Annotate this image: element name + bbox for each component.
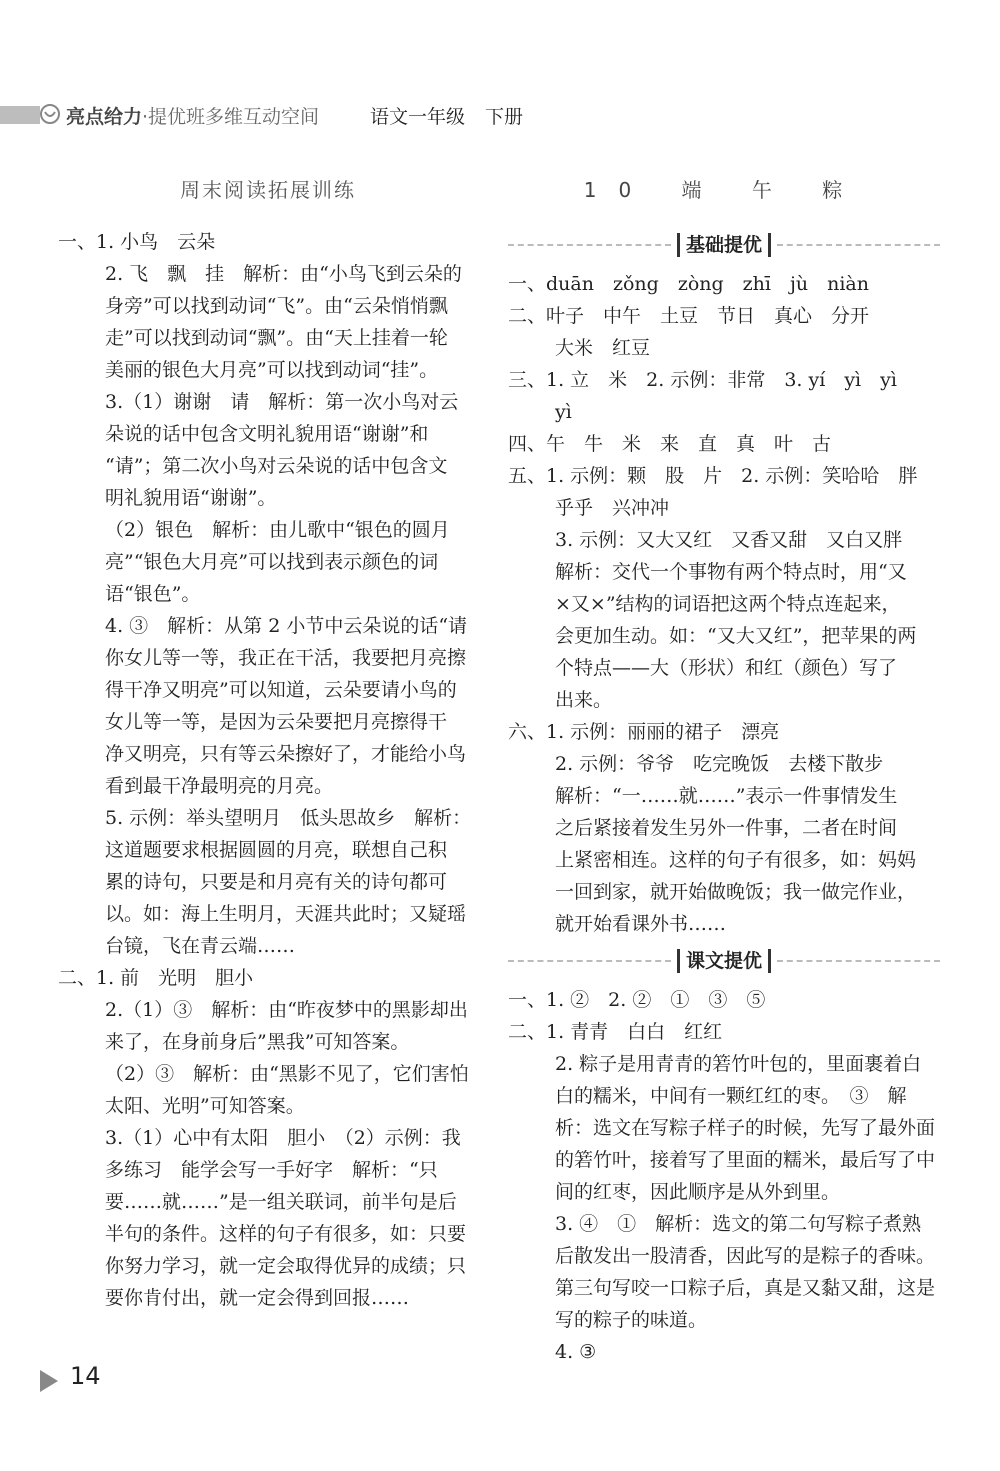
answer-line: 个特点——大（形状）和红（颜色）写了 — [555, 657, 898, 679]
answer-line: 一、duān zǒng zòng zhī jù niàn — [508, 273, 869, 295]
answer-line: 2. 飞 飘 挂 解析：由“小鸟飞到云朵的 — [105, 263, 462, 285]
answer-line: 多练习 能学会写一手好字 解析：“只 — [105, 1159, 438, 1181]
answer-line: 走”可以找到动词“飘”。由“天上挂着一轮 — [105, 327, 448, 349]
logo-icon — [38, 102, 62, 126]
page-arrow-icon — [40, 1370, 58, 1392]
answer-line: yì — [555, 401, 572, 423]
section-header-basic — [508, 226, 940, 264]
answer-line: 得干净又明亮”可以知道，云朵要请小鸟的 — [105, 679, 457, 701]
answer-line: 后散发出一股清香，因此写的是粽子的香味。 — [555, 1245, 936, 1267]
answer-line: 2. 示例：爷爷 吃完晚饭 去楼下散步 — [555, 753, 884, 775]
section-header-text — [508, 942, 940, 980]
divider — [508, 960, 671, 962]
brand-name: 亮点给力 — [66, 106, 143, 128]
answer-line: 出来。 — [555, 689, 613, 711]
answer-line: 二、叶子 中午 土豆 节日 真心 分开 — [508, 305, 870, 327]
divider — [777, 960, 940, 962]
page-header — [0, 100, 600, 132]
left-column — [58, 170, 478, 1314]
answer-line: 半句的条件。这样的句子有很多，如：只要 — [105, 1223, 467, 1245]
answer-line: 乎乎 兴冲冲 — [555, 497, 670, 519]
answer-line: 明礼貌用语“谢谢”。 — [105, 487, 277, 509]
answer-line: 4. ③ 解析：从第 2 小节中云朵说的话“请 — [105, 615, 468, 637]
page-number: 14 — [70, 1362, 101, 1390]
answer-line: “请”；第二次小鸟对云朵说的话中包含文 — [105, 455, 448, 477]
answer-line: 四、午 牛 米 来 直 真 叶 古 — [508, 433, 832, 455]
answer-line: 要你肯付出，就一定会得到回报…… — [105, 1287, 410, 1309]
answer-line: 二、1. 青青 白白 红红 — [508, 1021, 723, 1043]
basic-answer-list — [508, 268, 940, 940]
answer-line: 美丽的银色大月亮”可以找到动词“挂”。 — [105, 359, 439, 381]
answer-line: 白的糯米，中间有一颗红红的枣。 ③ 解 — [555, 1085, 907, 1107]
answer-line: 的箬竹叶，接着写了里面的糯米，最后写了中 — [555, 1149, 936, 1171]
answer-line: 5. 示例：举头望明月 低头思故乡 解析： — [105, 807, 472, 829]
answer-line: 看到最干净最明亮的月亮。 — [105, 775, 334, 797]
answer-line: 3.（1）谢谢 请 解析：第一次小鸟对云 — [105, 391, 459, 413]
answer-line: 太阳、光明”可知答案。 — [105, 1095, 305, 1117]
right-column-title: 10 端 午 粽 — [583, 178, 865, 202]
left-column-title: 周末阅读拓展训练 — [180, 178, 356, 202]
answer-line: 来了，在身前身后”黑我”可知答案。 — [105, 1031, 410, 1053]
answer-line: 要……就……”是一组关联词，前半句是后 — [105, 1191, 457, 1213]
answer-line: 解析：交代一个事物有两个特点时，用“又 — [555, 561, 907, 583]
answer-line: 3. ④ ① 解析：选文的第二句写粽子煮熟 — [555, 1213, 922, 1235]
left-answer-list — [58, 226, 478, 1314]
answer-line: 你女儿等一等，我正在干活，我要把月亮擦 — [105, 647, 467, 669]
answer-line: 五、1. 示例：颗 股 片 2. 示例：笑哈哈 胖 — [508, 465, 918, 487]
answer-line: 解析：“一……就……”表示一件事情发生 — [555, 785, 898, 807]
answer-line: 净又明亮，只有等云朵擦好了，才能给小鸟 — [105, 743, 467, 765]
answer-line: 间的红枣，因此顺序是从外到里。 — [555, 1181, 841, 1203]
answer-line: 这道题要求根据圆圆的月亮，联想自己积 — [105, 839, 448, 861]
answer-line: 一回到家，就开始做晚饭；我一做完作业， — [555, 881, 917, 903]
answer-line: 3.（1）心中有太阳 胆小 （2）示例：我 — [105, 1127, 461, 1149]
answer-line: 2.（1）③ 解析：由“昨夜梦中的黑影却出 — [105, 999, 468, 1021]
answer-line: 亮”“银色大月亮”可以找到表示颜色的词 — [105, 551, 439, 573]
divider — [777, 244, 940, 246]
answer-line: 身旁”可以找到动词“飞”。由“云朵悄悄飘 — [105, 295, 448, 317]
answer-line: 一、1. ② 2. ② ① ③ ⑤ — [508, 989, 766, 1011]
header-bar — [0, 106, 40, 124]
answer-line: 写的粽子的味道。 — [555, 1309, 708, 1331]
answer-line: 二、1. 前 光明 胆小 — [58, 967, 254, 989]
answer-line: 女儿等一等，是因为云朵要把月亮擦得干 — [105, 711, 448, 733]
answer-line: 你努力学习，就一定会取得优异的成绩；只 — [105, 1255, 467, 1277]
brand-title — [66, 102, 319, 129]
section-label-basic: 基础提优 — [677, 233, 771, 257]
answer-line: 朵说的话中包含文明礼貌用语“谢谢”和 — [105, 423, 429, 445]
answer-line: 上紧密相连。这样的句子有很多，如：妈妈 — [555, 849, 917, 871]
answer-line: 就开始看课外书…… — [555, 913, 727, 935]
answer-line: 六、1. 示例：丽丽的裙子 漂亮 — [508, 721, 780, 743]
answer-line: （2）③ 解析：由“黑影不见了，它们害怕 — [105, 1063, 469, 1085]
answer-line: 会更加生动。如：“又大又红”，把苹果的两 — [555, 625, 917, 647]
answer-line: 语“银色”。 — [105, 583, 201, 605]
brand-subtitle: ·提优班多维互动空间 — [142, 106, 320, 128]
answer-line: 三、1. 立 米 2. 示例：非常 3. yí yì yì — [508, 369, 897, 391]
section-label-text: 课文提优 — [677, 949, 771, 973]
answer-line: 大米 红豆 — [555, 337, 651, 359]
answer-line: 2. 粽子是用青青的箬竹叶包的，里面裹着白 — [555, 1053, 922, 1075]
text-answer-list — [508, 984, 940, 1368]
answer-line: 之后紧接着发生另外一件事，二者在时间 — [555, 817, 898, 839]
answer-line: ×又×”结构的词语把这两个特点连起来， — [555, 593, 901, 615]
answer-line: （2）银色 解析：由儿歌中“银色的圆月 — [105, 519, 450, 541]
divider — [508, 244, 671, 246]
answer-line: 台镜，飞在青云端…… — [105, 935, 296, 957]
answer-line: 一、1. 小鸟 云朵 — [58, 231, 216, 253]
answer-line: 析：选文在写粽子样子的时候，先写了最外面 — [555, 1117, 936, 1139]
answer-line: 以。如：海上生明月，天涯共此时；又疑瑶 — [105, 903, 467, 925]
right-column — [508, 170, 940, 1368]
answer-line: 4. ③ — [555, 1341, 597, 1363]
answer-line: 累的诗句，只要是和月亮有关的诗句都可 — [105, 871, 448, 893]
subject-label: 语文一年级 下册 — [370, 106, 524, 128]
answer-line: 第三句写咬一口粽子后，真是又黏又甜，这是 — [555, 1277, 936, 1299]
answer-line: 3. 示例：又大又红 又香又甜 又白又胖 — [555, 529, 903, 551]
